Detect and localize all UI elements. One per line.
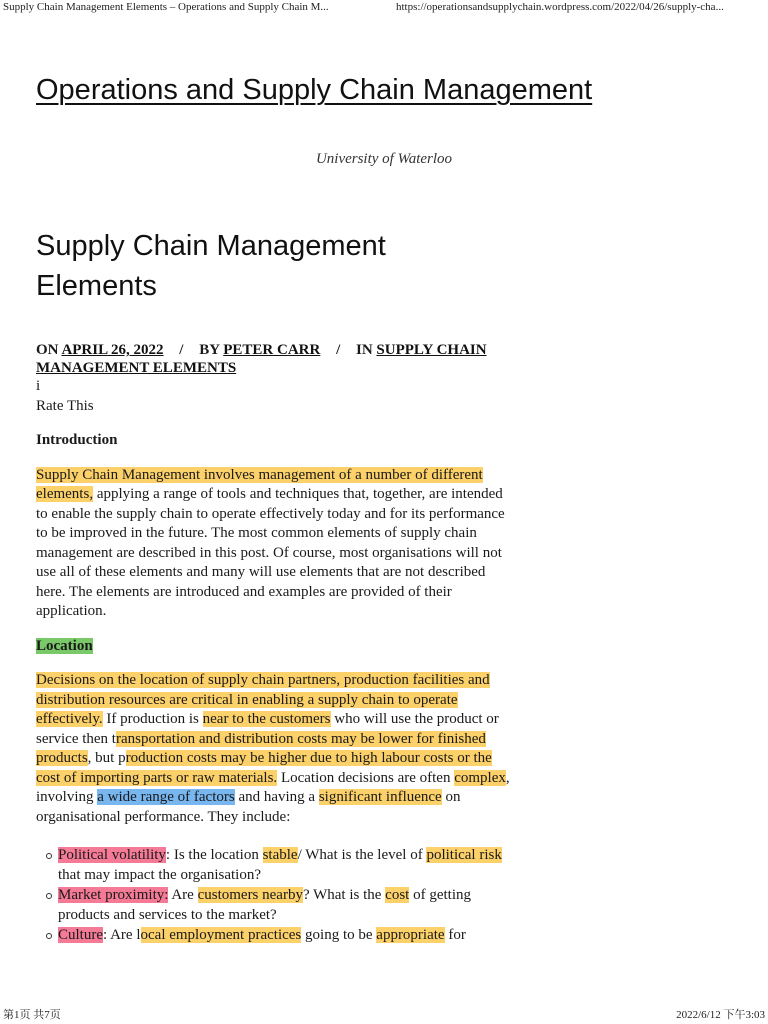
list-text: : Are l xyxy=(103,927,141,943)
list-item xyxy=(58,846,518,885)
rating-icon[interactable]: i xyxy=(36,378,41,394)
highlight-text: cost xyxy=(385,887,410,903)
meta-on-label: ON xyxy=(36,342,59,358)
list-text: ? What is the xyxy=(302,887,386,903)
paragraph-text: Location decisions are often xyxy=(277,769,455,786)
factor-name: Culture xyxy=(58,927,103,943)
meta-separator: / xyxy=(336,342,341,358)
print-header-url: https://operationsandsupplychain.wordpress.com/2022/04/26/supply-cha... xyxy=(396,1,724,13)
paragraph-text: and having a xyxy=(234,789,319,805)
list-text: of getting products and services to the market? xyxy=(58,887,471,923)
post-category-link[interactable]: SUPPLY CHAIN MANAGEMENT ELEMENTS xyxy=(36,342,487,376)
post-meta xyxy=(36,341,518,377)
intro-heading: Introduction xyxy=(36,432,118,448)
post-author-link[interactable]: PETER CARR xyxy=(223,342,321,358)
post-title: Supply Chain Management Elements xyxy=(36,230,386,302)
highlight-text: roduction costs may be higher due to high labour costs or the cost of importing parts or raw materials. xyxy=(36,750,492,786)
print-footer xyxy=(0,1008,768,1024)
factor-name: Political volatility xyxy=(58,847,166,863)
paragraph-text: , but p xyxy=(87,750,126,766)
highlight-text: significant influence xyxy=(318,789,442,805)
location-factors-list xyxy=(36,846,518,946)
highlight-text: ocal employment practices xyxy=(140,927,302,943)
paragraph-text: who will use the product or service then t xyxy=(36,711,499,747)
rate-this-label[interactable]: Rate This xyxy=(36,397,94,414)
highlight-text: political risk xyxy=(426,847,502,863)
meta-separator: / xyxy=(179,342,184,358)
factor-name: Market proximity: xyxy=(58,887,169,903)
paragraph-text: applying a range of tools and techniques that, together, are intended to enable the supply chain to operate effectively today and for its performance to be improved in the future. The most common elements of supply chain management are described in this post. Of course, most organisations will not use all of these elements and many will use elements that are not described here. The elements are introduced and examples are provided of their application. xyxy=(36,486,505,619)
list-text: that may impact the organisation? xyxy=(58,866,261,883)
post-content xyxy=(36,341,518,947)
highlight-text: Decisions on the location of supply chain partners, production facilities and distribution resources are critical in enabling a supply chain to operate effectively. xyxy=(36,672,490,727)
intro-paragraph xyxy=(36,466,518,622)
paragraph-text: If production is xyxy=(102,711,203,727)
paragraph-text: on organisational performance. They include: xyxy=(36,789,461,825)
highlight-text: complex xyxy=(454,769,506,786)
print-header-title: Supply Chain Management Elements – Operations and Supply Chain M... xyxy=(3,1,329,13)
site-title-link[interactable]: Operations and Supply Chain Management xyxy=(36,74,593,106)
location-heading: Location xyxy=(36,637,93,654)
print-header xyxy=(0,0,768,16)
list-text: : Is the location xyxy=(165,847,263,863)
list-text: for xyxy=(444,927,466,943)
meta-by-label: BY xyxy=(199,342,220,358)
print-footer-page: 第1页 共7页 xyxy=(3,1009,61,1021)
meta-in-label: IN xyxy=(356,342,373,358)
highlight-text: near to the customers xyxy=(202,711,331,727)
post-date-link[interactable]: APRIL 26, 2022 xyxy=(61,342,164,358)
print-footer-datetime: 2022/6/12 下午3:03 xyxy=(676,1009,765,1021)
site-description: University of Waterloo xyxy=(315,151,453,167)
list-item xyxy=(58,926,518,946)
highlight-text: appropriate xyxy=(376,927,445,943)
highlight-text: ransportation and distribution costs may be lower for finished products xyxy=(36,730,486,766)
paragraph-text: , involving xyxy=(36,769,510,805)
list-text: Are xyxy=(168,887,198,903)
bullet-circle-icon xyxy=(46,853,52,859)
highlight-text-blue: a wide range of factors xyxy=(97,789,235,805)
bullet-circle-icon xyxy=(46,893,52,899)
highlight-text: Supply Chain Management involves management of a number of different elements, xyxy=(36,466,483,502)
list-text: / What is the level of xyxy=(297,847,427,863)
highlight-text: customers nearby xyxy=(197,887,303,903)
bullet-circle-icon xyxy=(46,933,52,939)
list-item xyxy=(58,886,518,925)
location-paragraph xyxy=(36,671,518,827)
location-heading-wrap xyxy=(36,637,518,657)
list-text: going to be xyxy=(301,927,377,943)
highlight-text: stable xyxy=(262,847,298,863)
